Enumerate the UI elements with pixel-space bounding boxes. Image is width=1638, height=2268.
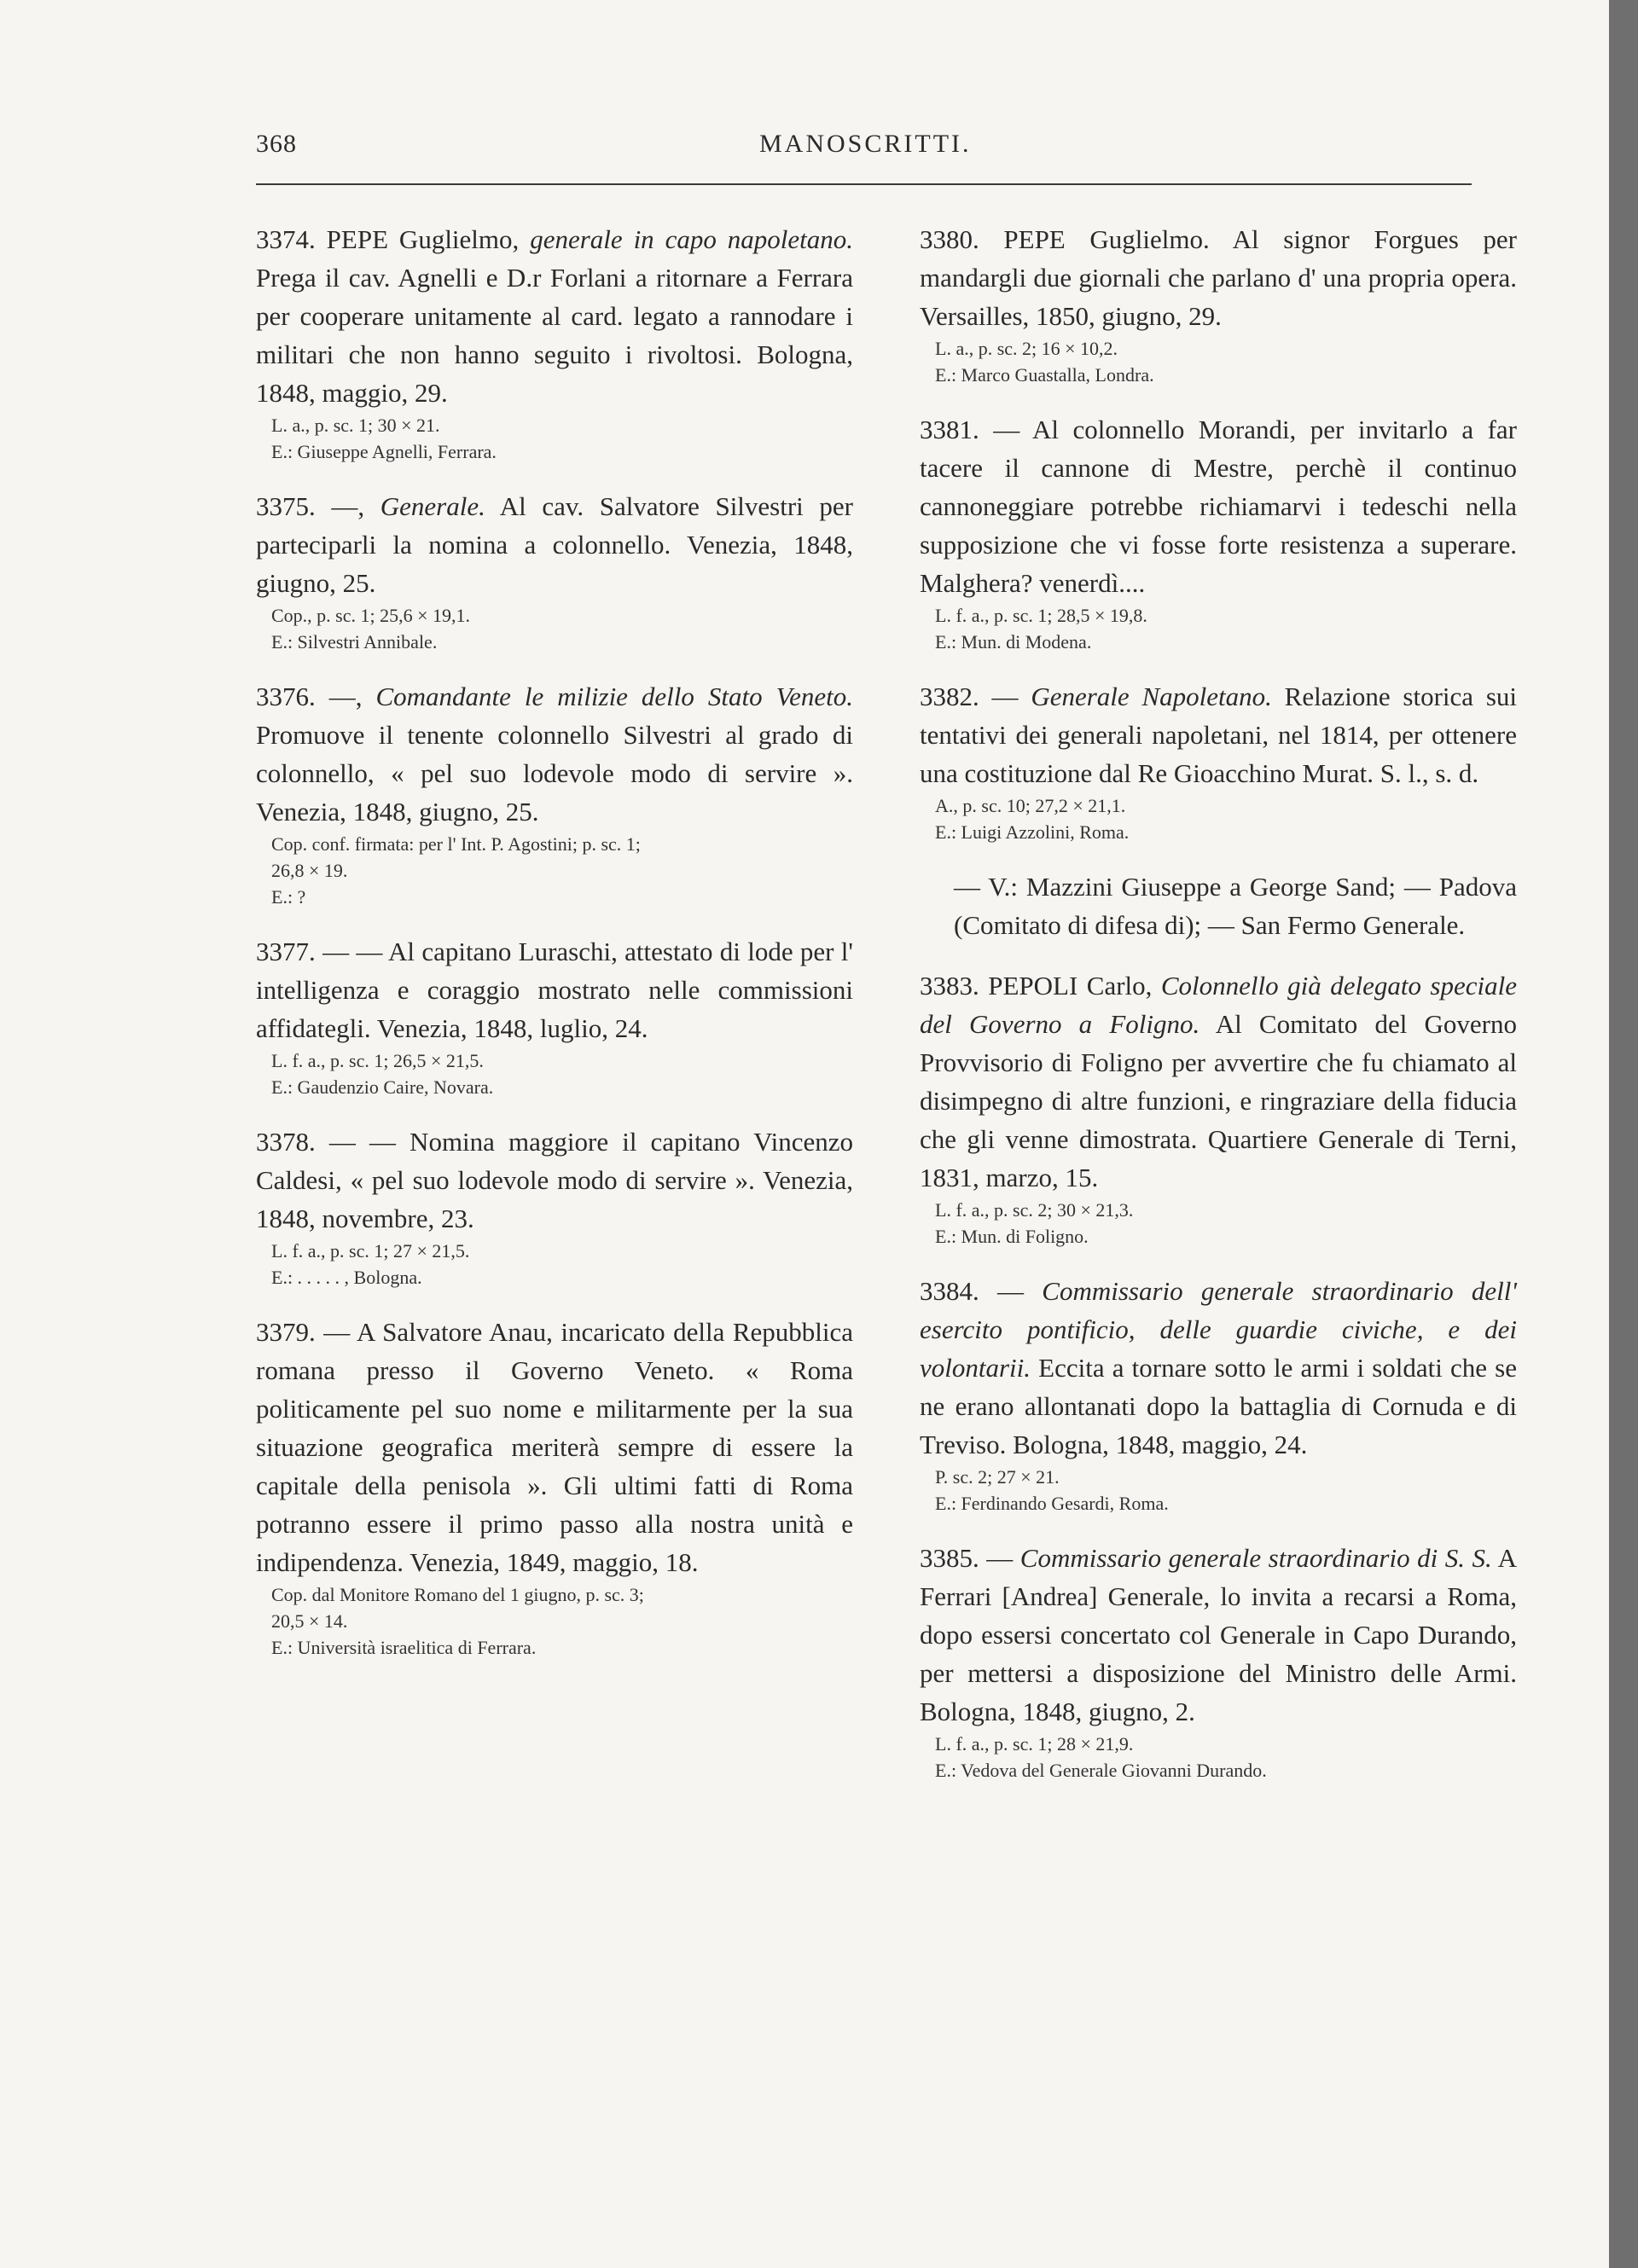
entry-number: 3378. bbox=[256, 1127, 316, 1157]
entry-number: 3380. bbox=[920, 224, 979, 254]
entry-description bbox=[256, 677, 853, 831]
entry-metadata bbox=[271, 831, 853, 910]
entry-metadata bbox=[935, 602, 1517, 655]
metadata-line: Cop. conf. firmata: per l' Int. P. Agostini; p. sc. 1; bbox=[271, 833, 641, 855]
metadata-line: E.: Mun. di Foligno. bbox=[935, 1226, 1089, 1247]
metadata-line: P. sc. 2; 27 × 21. bbox=[935, 1466, 1060, 1488]
entry-text-segment: — Al colonnello Morandi, per invitarlo a far tacere il cannone di Mestre, perchè il continuo cannoneggiare potrebbe richiamarvi i tedeschi nella supposizione che vi fosse forte resistenza a superare. Malghera? venerdì.... bbox=[920, 415, 1517, 598]
entry-number: 3374. bbox=[256, 224, 316, 254]
metadata-line: E.: ? bbox=[271, 886, 306, 908]
catalog-entry bbox=[256, 1313, 853, 1661]
entry-description bbox=[256, 932, 853, 1047]
entry-number: 3383. bbox=[920, 971, 979, 1001]
metadata-line: L. f. a., p. sc. 1; 28,5 × 19,8. bbox=[935, 605, 1147, 626]
page-header bbox=[256, 130, 1472, 181]
entry-text-segment: Promuove il tenente colonnello Silvestri al grado di colonnello, « pel suo lodevole modo di servire ». Venezia, 1848, giugno, 25. bbox=[256, 720, 853, 827]
running-title: MANOSCRITTI. bbox=[759, 130, 972, 158]
entry-metadata bbox=[271, 1238, 853, 1291]
metadata-line: E.: Luigi Azzolini, Roma. bbox=[935, 821, 1130, 843]
catalog-entry bbox=[256, 487, 853, 655]
entry-number: 3379. bbox=[256, 1317, 316, 1347]
catalog-entry bbox=[920, 677, 1517, 845]
metadata-line: Cop., p. sc. 1; 25,6 × 19,1. bbox=[271, 605, 471, 626]
entry-title-italic: Generale Napoletano. bbox=[1031, 682, 1272, 711]
entry-number: 3376. bbox=[256, 682, 316, 711]
metadata-line: E.: Silvestri Annibale. bbox=[271, 631, 438, 653]
entry-text-segment: PEPE Guglielmo, bbox=[315, 224, 531, 254]
entry-text-segment: Prega il cav. Agnelli e D.r Forlani a ritornare a Ferrara per cooperare unitamente al card. legato a rannodare i militari che non hanno seguito i rivoltosi. Bologna, 1848, maggio, 29. bbox=[256, 263, 853, 408]
cross-reference: — V.: Mazzini Giuseppe a George Sand; — Padova (Comitato di difesa di); — San Fermo Generale. bbox=[954, 872, 1517, 940]
page-number: 368 bbox=[256, 130, 297, 158]
catalog-entry bbox=[256, 932, 853, 1100]
catalog-entry bbox=[920, 410, 1517, 655]
catalog-entry bbox=[920, 1539, 1517, 1784]
entry-description bbox=[920, 220, 1517, 335]
scan-edge bbox=[1609, 0, 1638, 2268]
entry-text-segment: Al Comitato del Governo Provvisorio di Foligno per avvertire che fu chiamato al disimpegno di altre funzioni, e ringraziare della fiducia che gli venne dimostrata. Quartiere Generale di Terni, 1831, marzo, 15. bbox=[920, 1009, 1517, 1192]
left-column bbox=[256, 220, 853, 1683]
entry-text-segment: — bbox=[979, 1276, 1043, 1306]
entry-title-italic: Colonnello già delegato speciale del Governo a Foligno. bbox=[920, 971, 1518, 1039]
metadata-line: 26,8 × 19. bbox=[271, 860, 348, 881]
entry-text-segment: — A Salvatore Anau, incaricato della Repubblica romana presso il Governo Veneto. « Roma politicamente pel suo nome e militarmente per la sua situazione geografica meriterà sempre di essere la capitale della penisola ». Gli ultimi fatti di Roma potranno essere il primo passo alla nostra unità e indipendenza. Venezia, 1849, maggio, 18. bbox=[256, 1317, 853, 1577]
entry-number: 3385. bbox=[920, 1543, 979, 1573]
metadata-line: L. f. a., p. sc. 2; 30 × 21,3. bbox=[935, 1199, 1134, 1221]
metadata-line: L. a., p. sc. 2; 16 × 10,2. bbox=[935, 338, 1118, 359]
entry-description bbox=[920, 410, 1517, 602]
catalog-entry bbox=[256, 677, 853, 910]
metadata-line: E.: . . . . . , Bologna. bbox=[271, 1267, 422, 1288]
entry-description bbox=[920, 966, 1517, 1197]
entry-title-italic: Commissario generale straordinario di S. S. bbox=[1019, 1543, 1492, 1573]
catalog-entry bbox=[256, 1122, 853, 1291]
entry-metadata bbox=[935, 1197, 1517, 1250]
metadata-line: E.: Mun. di Modena. bbox=[935, 631, 1092, 653]
metadata-line: E.: Marco Guastalla, Londra. bbox=[935, 364, 1154, 386]
metadata-line: L. a., p. sc. 1; 30 × 21. bbox=[271, 415, 440, 436]
entry-number: 3381. bbox=[920, 415, 979, 444]
entry-title-italic: Commissario generale straordinario dell' esercito pontificio, delle guardie civiche, e dei volontarii. bbox=[920, 1276, 1517, 1383]
metadata-line: E.: Ferdinando Gesardi, Roma. bbox=[935, 1493, 1169, 1514]
catalog-entry bbox=[920, 1272, 1517, 1517]
entry-description bbox=[256, 220, 853, 412]
entry-title-italic: Comandante le milizie dello Stato Veneto. bbox=[375, 682, 854, 711]
metadata-line: 20,5 × 14. bbox=[271, 1610, 348, 1632]
entry-text-segment: — — Al capitano Luraschi, attestato di lode per l' intelligenza e coraggio mostrato nelle commissioni affidategli. Venezia, 1848, luglio, 24. bbox=[256, 937, 853, 1043]
entry-metadata bbox=[935, 792, 1517, 845]
metadata-line: L. f. a., p. sc. 1; 26,5 × 21,5. bbox=[271, 1050, 484, 1071]
entry-title-italic: generale in capo napoletano. bbox=[530, 224, 854, 254]
entry-metadata bbox=[271, 412, 853, 465]
entry-description bbox=[920, 1539, 1517, 1731]
entry-text-segment: A Ferrari [Andrea] Generale, lo invita a recarsi a Roma, dopo essersi concertato col Generale in Capo Durando, per mettersi a disposizione del Ministro delle Armi. Bologna, 1848, giugno, 2. bbox=[920, 1543, 1517, 1726]
entry-description bbox=[256, 1313, 853, 1581]
entry-metadata bbox=[271, 1047, 853, 1100]
entry-text-segment: PEPE Guglielmo. Al signor Forgues per mandargli due giornali che parlano d' una propria opera. Versailles, 1850, giugno, 29. bbox=[920, 224, 1517, 331]
entry-text-segment: —, bbox=[315, 682, 376, 711]
metadata-line: E.: Gaudenzio Caire, Novara. bbox=[271, 1076, 494, 1098]
entry-number: 3384. bbox=[920, 1276, 979, 1306]
entry-text-segment: Al cav. Salvatore Silvestri per parteciparli la nomina a colonnello. Venezia, 1848, giugno, 25. bbox=[256, 491, 853, 598]
right-column bbox=[920, 220, 1517, 1806]
metadata-line: E.: Università israelitica di Ferrara. bbox=[271, 1637, 537, 1658]
entry-number: 3375. bbox=[256, 491, 316, 521]
entry-text-segment: PEPOLI Carlo, bbox=[979, 971, 1161, 1001]
catalog-entry bbox=[920, 220, 1517, 388]
metadata-line: L. f. a., p. sc. 1; 28 × 21,9. bbox=[935, 1733, 1134, 1755]
entry-text-segment: —, bbox=[315, 491, 380, 521]
metadata-line: L. f. a., p. sc. 1; 27 × 21,5. bbox=[271, 1240, 470, 1262]
entry-description bbox=[920, 677, 1517, 792]
entry-text-segment: — — Nomina maggiore il capitano Vincenzo Caldesi, « pel suo lodevole modo di servire ». Venezia, 1848, novembre, 23. bbox=[256, 1127, 853, 1233]
metadata-line: Cop. dal Monitore Romano del 1 giugno, p. sc. 3; bbox=[271, 1584, 644, 1605]
entry-description bbox=[920, 1272, 1517, 1464]
entry-metadata bbox=[935, 335, 1517, 388]
entry-metadata bbox=[271, 602, 853, 655]
header-rule bbox=[256, 183, 1472, 185]
metadata-line: A., p. sc. 10; 27,2 × 21,1. bbox=[935, 795, 1126, 816]
entry-description bbox=[256, 1122, 853, 1238]
entry-text-segment: — bbox=[979, 1543, 1020, 1573]
catalog-entry bbox=[920, 966, 1517, 1250]
entry-text-segment: Eccita a tornare sotto le armi i soldati che se ne erano allontanati dopo la battaglia di Cornuda e di Treviso. Bologna, 1848, maggio, 24. bbox=[920, 1353, 1517, 1459]
entry-number: 3382. bbox=[920, 682, 979, 711]
entry-number: 3377. bbox=[256, 937, 316, 966]
entry-description bbox=[256, 487, 853, 602]
metadata-line: E.: Vedova del Generale Giovanni Durando. bbox=[935, 1760, 1267, 1781]
metadata-line: E.: Giuseppe Agnelli, Ferrara. bbox=[271, 441, 497, 462]
entry-metadata bbox=[935, 1464, 1517, 1517]
entry-title-italic: Generale. bbox=[380, 491, 485, 521]
entry-metadata bbox=[271, 1581, 853, 1661]
entry-text-segment: Relazione storica sui tentativi dei generali napoletani, nel 1814, per ottenere una costituzione dal Re Gioacchino Murat. S. l., s. d. bbox=[920, 682, 1517, 788]
catalog-entry bbox=[256, 220, 853, 465]
entry-metadata bbox=[935, 1731, 1517, 1784]
entry-text-segment: — bbox=[979, 682, 1031, 711]
